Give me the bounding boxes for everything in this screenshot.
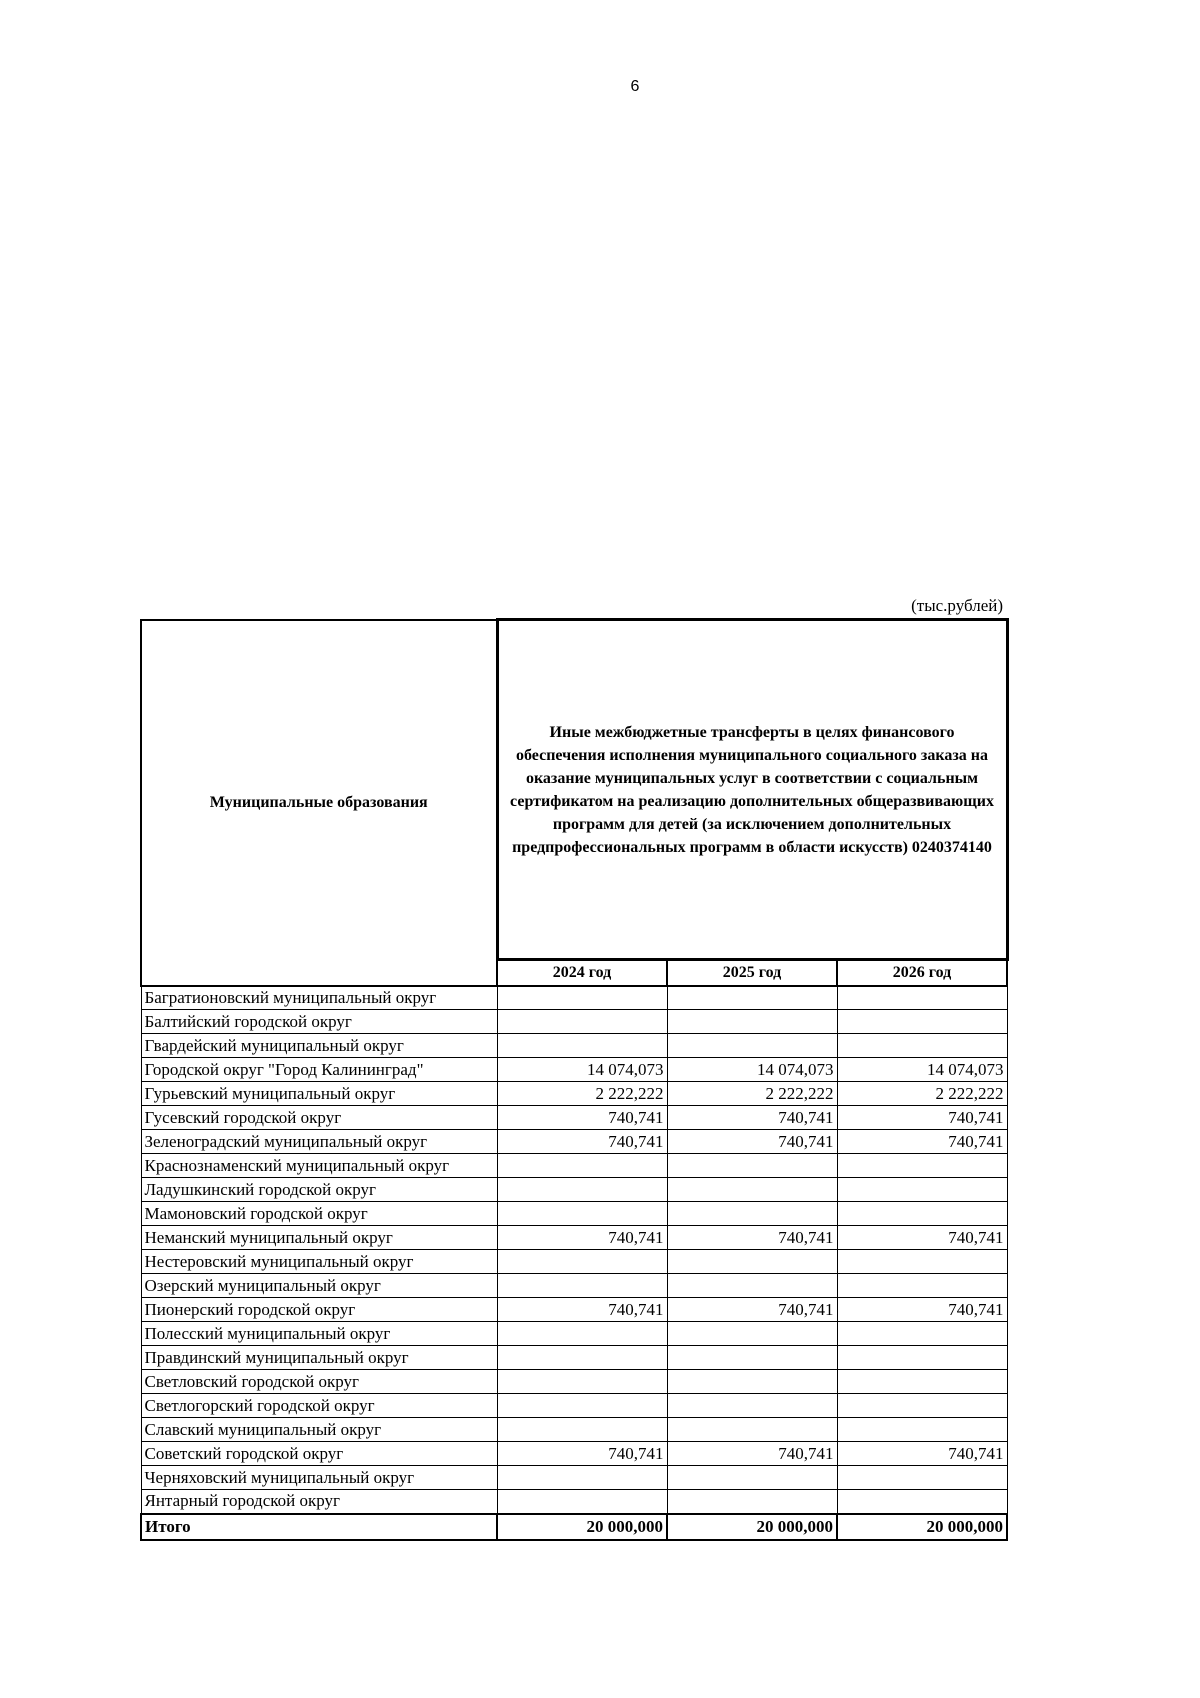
amount-cell-2026 [837, 1466, 1007, 1490]
table-row [141, 1178, 1007, 1202]
total-amount-2025: 20 000,000 [667, 1514, 837, 1540]
municipality-name: Гвардейский муниципальный округ [141, 1034, 497, 1058]
table-body [141, 986, 1007, 1540]
amount-cell-2026: 740,741 [837, 1106, 1007, 1130]
amount-cell-2026 [837, 1010, 1007, 1034]
table-row [141, 1370, 1007, 1394]
total-amount-2026: 20 000,000 [837, 1514, 1007, 1540]
table-row [141, 1154, 1007, 1178]
table-row [141, 1058, 1007, 1082]
municipality-name: Багратионовский муниципальный округ [141, 986, 497, 1010]
amount-cell-2024: 2 222,222 [497, 1082, 667, 1106]
amount-cell-2026 [837, 1274, 1007, 1298]
amount-cell-2024: 740,741 [497, 1106, 667, 1130]
amount-cell-2025 [667, 1178, 837, 1202]
amount-cell-2026: 14 074,073 [837, 1058, 1007, 1082]
amount-cell-2026 [837, 1346, 1007, 1370]
total-amount-2024: 20 000,000 [497, 1514, 667, 1540]
municipality-name: Полесский муниципальный округ [141, 1322, 497, 1346]
amount-cell-2025: 740,741 [667, 1130, 837, 1154]
total-row [141, 1514, 1007, 1540]
amount-cell-2026: 740,741 [837, 1130, 1007, 1154]
amount-cell-2026: 740,741 [837, 1442, 1007, 1466]
table-row [141, 1274, 1007, 1298]
amount-cell-2025 [667, 1010, 837, 1034]
table-header-row [141, 620, 1007, 960]
table-row [141, 986, 1007, 1010]
amount-cell-2026 [837, 1322, 1007, 1346]
amount-cell-2024 [497, 1178, 667, 1202]
table-row [141, 1322, 1007, 1346]
year-header-2025: 2025 год [667, 960, 837, 986]
amount-cell-2025 [667, 1490, 837, 1514]
units-label: (тыс.рублей) [911, 596, 1003, 615]
amount-cell-2024 [497, 1418, 667, 1442]
municipality-name: Янтарный городской округ [141, 1490, 497, 1514]
amount-cell-2024 [497, 1154, 667, 1178]
amount-cell-2026 [837, 1034, 1007, 1058]
municipality-name: Гурьевский муниципальный округ [141, 1082, 497, 1106]
amount-cell-2026 [837, 1418, 1007, 1442]
amount-cell-2024: 740,741 [497, 1226, 667, 1250]
amount-cell-2024: 740,741 [497, 1298, 667, 1322]
page-number: 6 [630, 78, 640, 95]
table-row [141, 1346, 1007, 1370]
municipality-name: Мамоновский городской округ [141, 1202, 497, 1226]
table-row [141, 1106, 1007, 1130]
amount-cell-2024 [497, 1394, 667, 1418]
amount-cell-2025 [667, 986, 837, 1010]
amount-cell-2026 [837, 986, 1007, 1010]
amount-cell-2024 [497, 1322, 667, 1346]
table-row [141, 1226, 1007, 1250]
municipality-name: Краснознаменский муниципальный округ [141, 1154, 497, 1178]
amount-cell-2026 [837, 1250, 1007, 1274]
column-header-municipalities: Муниципальные образования [141, 620, 497, 986]
amount-cell-2026 [837, 1490, 1007, 1514]
amount-cell-2025: 740,741 [667, 1226, 837, 1250]
municipality-name: Городской округ "Город Калининград" [141, 1058, 497, 1082]
amount-cell-2026: 2 222,222 [837, 1082, 1007, 1106]
table-row [141, 1442, 1007, 1466]
amount-cell-2026 [837, 1154, 1007, 1178]
municipality-name: Нестеровский муниципальный округ [141, 1250, 497, 1274]
amount-cell-2024: 740,741 [497, 1442, 667, 1466]
amount-cell-2025 [667, 1154, 837, 1178]
table-row [141, 1418, 1007, 1442]
municipality-name: Пионерский городской округ [141, 1298, 497, 1322]
total-label: Итого [141, 1514, 497, 1540]
table-row [141, 1466, 1007, 1490]
amount-cell-2025 [667, 1274, 837, 1298]
amount-cell-2024 [497, 1034, 667, 1058]
amount-cell-2024 [497, 986, 667, 1010]
amount-cell-2026 [837, 1394, 1007, 1418]
amount-cell-2025 [667, 1250, 837, 1274]
amount-cell-2024 [497, 1490, 667, 1514]
table-row [141, 1082, 1007, 1106]
municipality-name: Гусевский городской округ [141, 1106, 497, 1130]
municipality-name: Советский городской округ [141, 1442, 497, 1466]
amount-cell-2025 [667, 1346, 837, 1370]
amount-cell-2024 [497, 1202, 667, 1226]
amount-cell-2025: 2 222,222 [667, 1082, 837, 1106]
amount-cell-2024 [497, 1274, 667, 1298]
table-row [141, 1298, 1007, 1322]
year-header-2026: 2026 год [837, 960, 1007, 986]
amount-cell-2024: 740,741 [497, 1130, 667, 1154]
amount-cell-2026: 740,741 [837, 1226, 1007, 1250]
amount-cell-2025 [667, 1034, 837, 1058]
municipality-name: Черняховский муниципальный округ [141, 1466, 497, 1490]
amount-cell-2025 [667, 1418, 837, 1442]
budget-table [140, 618, 1009, 1541]
amount-cell-2024 [497, 1370, 667, 1394]
amount-cell-2024 [497, 1466, 667, 1490]
amount-cell-2024 [497, 1250, 667, 1274]
municipality-name: Светлогорский городской округ [141, 1394, 497, 1418]
amount-cell-2026 [837, 1178, 1007, 1202]
municipality-name: Ладушкинский городской округ [141, 1178, 497, 1202]
amount-cell-2026: 740,741 [837, 1298, 1007, 1322]
amount-cell-2025: 740,741 [667, 1298, 837, 1322]
amount-cell-2025 [667, 1370, 837, 1394]
amount-cell-2025 [667, 1322, 837, 1346]
municipality-name: Неманский муниципальный округ [141, 1226, 497, 1250]
amount-cell-2026 [837, 1370, 1007, 1394]
amount-cell-2024 [497, 1346, 667, 1370]
table-row [141, 1394, 1007, 1418]
municipality-name: Правдинский муниципальный округ [141, 1346, 497, 1370]
amount-cell-2024 [497, 1010, 667, 1034]
table-row [141, 1034, 1007, 1058]
amount-cell-2025 [667, 1466, 837, 1490]
municipality-name: Славский муниципальный округ [141, 1418, 497, 1442]
amount-cell-2026 [837, 1202, 1007, 1226]
municipality-name: Светловский городской округ [141, 1370, 497, 1394]
year-header-2024: 2024 год [497, 960, 667, 986]
amount-cell-2025 [667, 1394, 837, 1418]
amount-cell-2024: 14 074,073 [497, 1058, 667, 1082]
column-header-transfer-description: Иные межбюджетные трансферты в целях финансового обеспечения исполнения муниципального социального заказа на оказание муниципальных услуг в соответствии с социальным сертификатом на реализацию дополнительных общеразвивающих программ для детей (за исключением дополнительных предпрофессиональных программ в области искусств) 0240374140 [497, 620, 1007, 960]
municipality-name: Озерский муниципальный округ [141, 1274, 497, 1298]
table-row [141, 1250, 1007, 1274]
table-row [141, 1202, 1007, 1226]
amount-cell-2025: 740,741 [667, 1106, 837, 1130]
amount-cell-2025: 740,741 [667, 1442, 837, 1466]
municipality-name: Балтийский городской округ [141, 1010, 497, 1034]
amount-cell-2025 [667, 1202, 837, 1226]
table-row [141, 1130, 1007, 1154]
table-row [141, 1490, 1007, 1514]
table-row [141, 1010, 1007, 1034]
amount-cell-2025: 14 074,073 [667, 1058, 837, 1082]
municipality-name: Зеленоградский муниципальный округ [141, 1130, 497, 1154]
